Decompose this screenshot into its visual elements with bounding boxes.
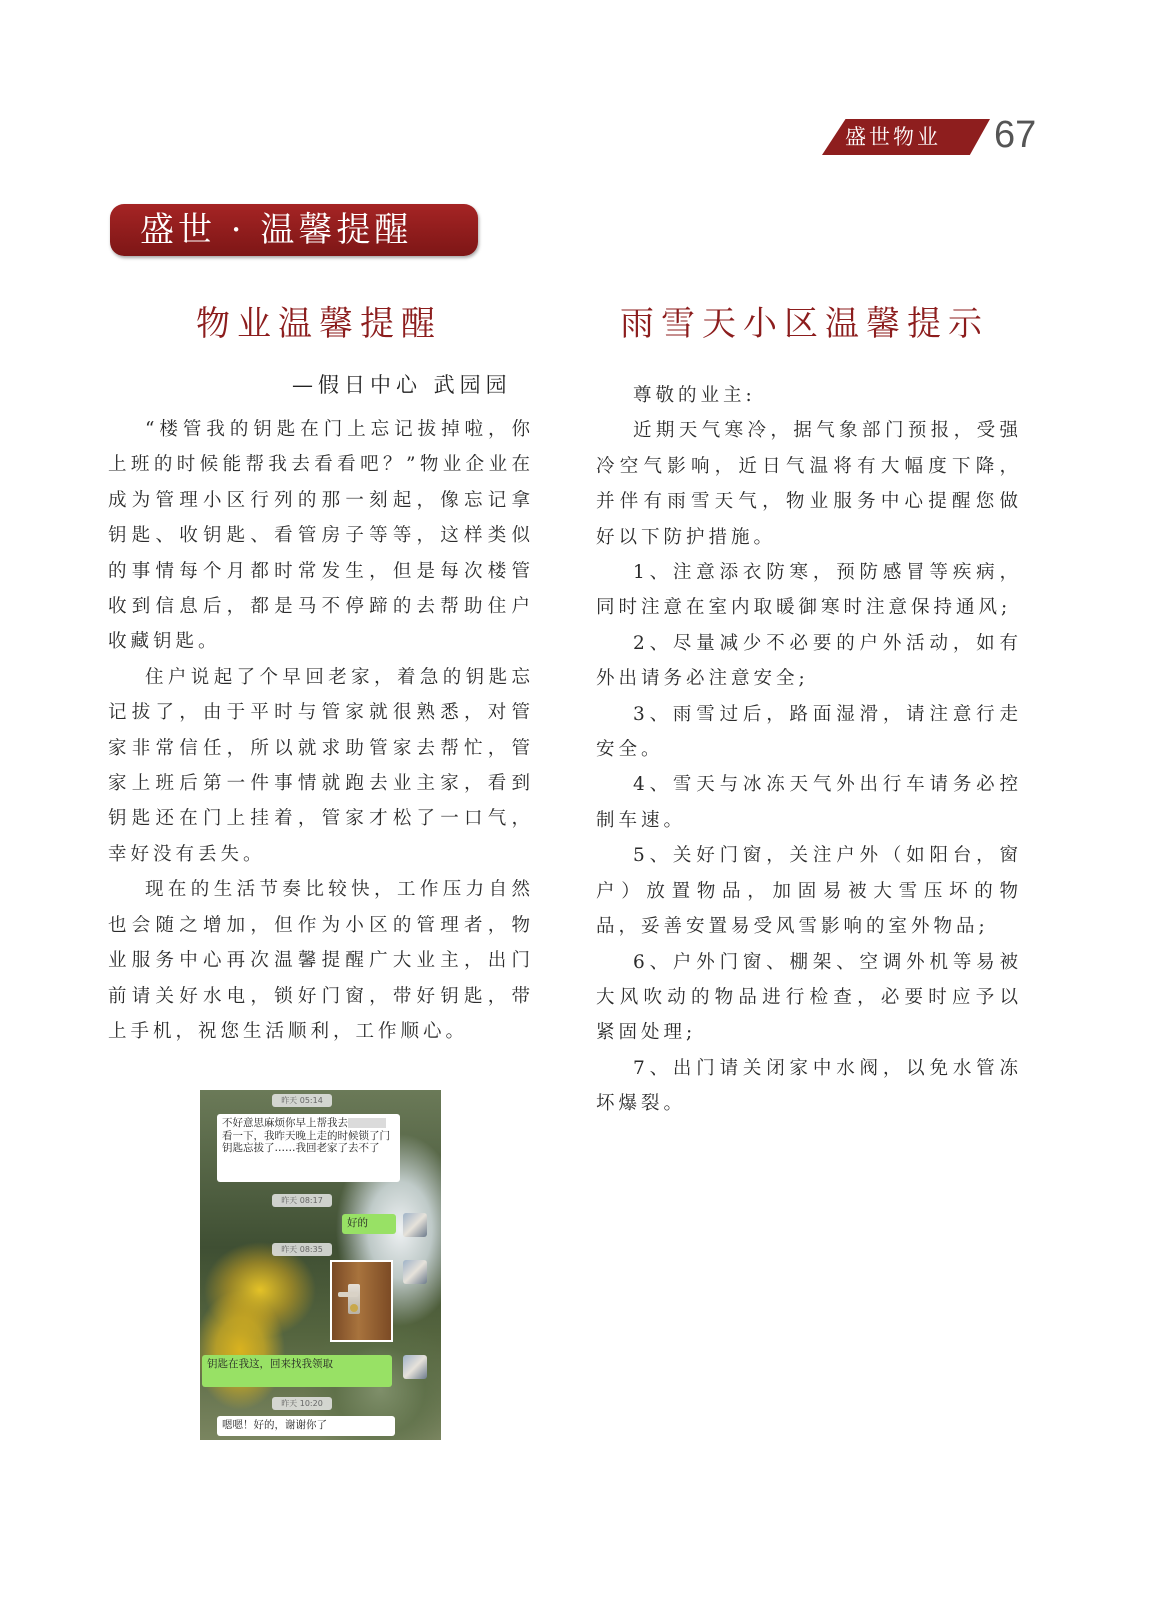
left-paragraph: 现在的生活节奏比较快，工作压力自然也会随之增加，但作为小区的管理者，物业服务中心再次温馨提醒广大业主，出门前请关好水电，锁好门窗，带好钥匙，带上手机，祝您生活顺利，工作顺心。 <box>108 879 534 1042</box>
right-paragraph: 1、注意添衣防寒，预防感冒等疾病，同时注意在室内取暖御寒时注意保持通风; <box>596 562 1022 619</box>
door-key-photo <box>330 1260 393 1342</box>
right-article-title: 雨雪天小区温馨提示 <box>620 304 989 344</box>
avatar <box>403 1260 427 1284</box>
left-article-body <box>108 412 534 1049</box>
chat-timestamp: 昨天 05:14 <box>272 1094 332 1107</box>
right-paragraph: 6、户外门窗、棚架、空调外机等易被大风吹动的物品进行检查，必要时应予以紧固处理; <box>596 951 1022 1044</box>
magazine-name: 盛世物业 <box>845 125 941 149</box>
left-paragraph: 住户说起了个早回老家，着急的钥匙忘记拔了，由于平时与管家就很熟悉，对管家非常信任，所以就求助管家去帮忙，管家上班后第一件事情就跑去业主家，看到钥匙还在门上挂着，管家才松了一口气，幸好没有丢失。 <box>108 666 534 865</box>
blurred-text <box>348 1118 386 1128</box>
right-paragraph: 近期天气寒冷，据气象部门预报，受强冷空气影响，近日气温将有大幅度下降，并伴有雨雪天气，物业服务中心提醒您做好以下防护措施。 <box>596 420 1022 548</box>
chat-timestamp: 昨天 08:17 <box>272 1194 332 1207</box>
right-paragraph: 2、尽量减少不必要的户外活动，如有外出请务必注意安全; <box>596 632 1022 690</box>
right-paragraph: 5、关好门窗，关注户外（如阳台，窗户）放置物品，加固易被大雪压坏的物品，妥善安置易受风雪影响的室外物品; <box>596 845 1022 938</box>
left-article-byline: —假日中心 武园园 <box>292 373 512 397</box>
door-handle <box>338 1292 358 1297</box>
right-paragraph: 3、雨雪过后，路面湿滑，请注意行走安全。 <box>596 703 1022 761</box>
greeting: 尊敬的业主: <box>633 385 756 406</box>
chat-message-sent: 好的 <box>342 1214 396 1234</box>
chat-timestamp: 昨天 08:35 <box>272 1243 332 1256</box>
left-article-title: 物业温馨提醒 <box>196 304 442 344</box>
chat-message-received: 嗯嗯！好的，谢谢你了 <box>217 1416 395 1436</box>
section-title: 盛世 · 温馨提醒 <box>140 210 413 250</box>
chat-message-text: 不好意思麻烦你早上帮我去 <box>222 1117 348 1129</box>
chat-message-received <box>217 1114 400 1182</box>
key-icon <box>350 1304 358 1312</box>
right-paragraph: 7、出门请关闭家中水阀，以免水管冻坏爆裂。 <box>596 1057 1022 1115</box>
avatar <box>403 1355 427 1379</box>
chat-message-text: 看一下，我昨天晚上走的时候锁了门钥匙忘拔了……我回老家了去不了 <box>222 1129 390 1154</box>
chat-timestamp: 昨天 10:20 <box>272 1397 332 1410</box>
left-paragraph: “楼管我的钥匙在门上忘记拔掉啦，你上班的时候能帮我去看看吧？”物业企业在成为管理小区行列的那一刻起，像忘记拿钥匙、收钥匙、看管房子等等，这样类似的事情每个月都时常发生，但是每次楼管收到信息后，都是马不停蹄的去帮助住户收藏钥匙。 <box>108 419 534 653</box>
right-article-body <box>596 378 1022 1122</box>
right-paragraph: 4、雪天与冰冻天气外出行车请务必控制车速。 <box>596 774 1022 831</box>
chat-message-sent: 钥匙在我这，回来找我领取 <box>202 1355 392 1387</box>
chat-screenshot <box>200 1090 441 1440</box>
avatar <box>403 1213 427 1237</box>
page-number: 67 <box>994 114 1037 156</box>
